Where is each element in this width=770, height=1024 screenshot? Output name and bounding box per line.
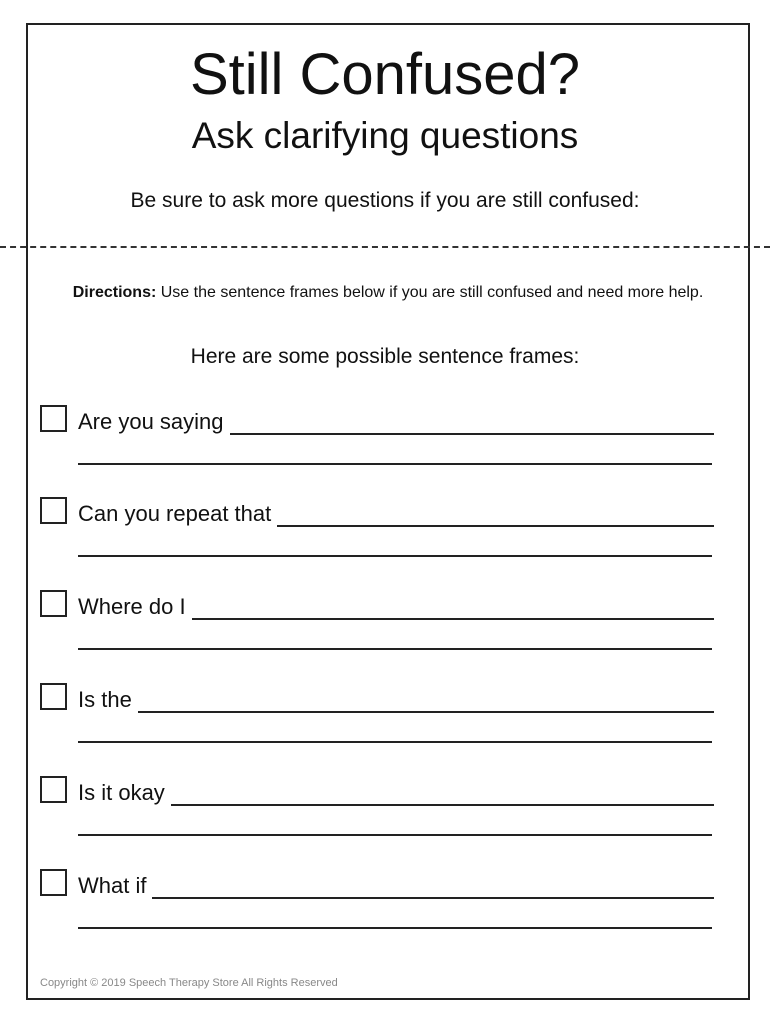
answer-blank[interactable] (277, 501, 714, 527)
frame-checkbox[interactable] (40, 683, 67, 710)
answer-blank-continued[interactable] (78, 648, 712, 650)
frame-line (78, 776, 714, 806)
answer-blank[interactable] (192, 594, 714, 620)
frame-label: Are you saying (78, 409, 224, 434)
directions-body: Use the sentence frames below if you are still confused and need more help. (156, 284, 704, 301)
page-title: Still Confused? (189, 42, 581, 107)
answer-blank-continued[interactable] (78, 463, 712, 465)
copyright-notice: Copyright © 2019 Speech Therapy Store All Rights Reserved (40, 977, 338, 989)
sentence-frame (40, 590, 720, 660)
frame-line (78, 869, 714, 899)
frame-checkbox[interactable] (40, 869, 67, 896)
intro-note: Be sure to ask more questions if you are still confused: (130, 189, 640, 212)
frame-label: Is it okay (78, 780, 165, 805)
answer-blank[interactable] (171, 780, 714, 806)
frame-checkbox[interactable] (40, 497, 67, 524)
answer-blank[interactable] (152, 873, 714, 899)
page-subtitle: Ask clarifying questions (191, 115, 579, 156)
frame-line (78, 590, 714, 620)
answer-blank[interactable] (230, 409, 714, 435)
sentence-frame (40, 776, 720, 846)
frames-heading: Here are some possible sentence frames: (190, 345, 580, 368)
sentence-frame (40, 497, 720, 567)
frame-line (78, 683, 714, 713)
answer-blank-continued[interactable] (78, 834, 712, 836)
frame-label: Where do I (78, 594, 186, 619)
sentence-frame (40, 869, 720, 939)
frame-label: Is the (78, 687, 132, 712)
sentence-frame (40, 683, 720, 753)
frame-checkbox[interactable] (40, 590, 67, 617)
directions-text (50, 280, 726, 305)
frame-checkbox[interactable] (40, 405, 67, 432)
frame-line (78, 405, 714, 435)
directions-label: Directions: (72, 284, 157, 301)
answer-blank-continued[interactable] (78, 927, 712, 929)
answer-blank-continued[interactable] (78, 741, 712, 743)
sentence-frame (40, 405, 720, 475)
answer-blank[interactable] (138, 687, 714, 713)
frame-label: What if (78, 873, 147, 898)
frame-line (78, 497, 714, 527)
answer-blank-continued[interactable] (78, 555, 712, 557)
dashed-divider (0, 246, 770, 248)
frame-label: Can you repeat that (78, 501, 272, 526)
frame-checkbox[interactable] (40, 776, 67, 803)
